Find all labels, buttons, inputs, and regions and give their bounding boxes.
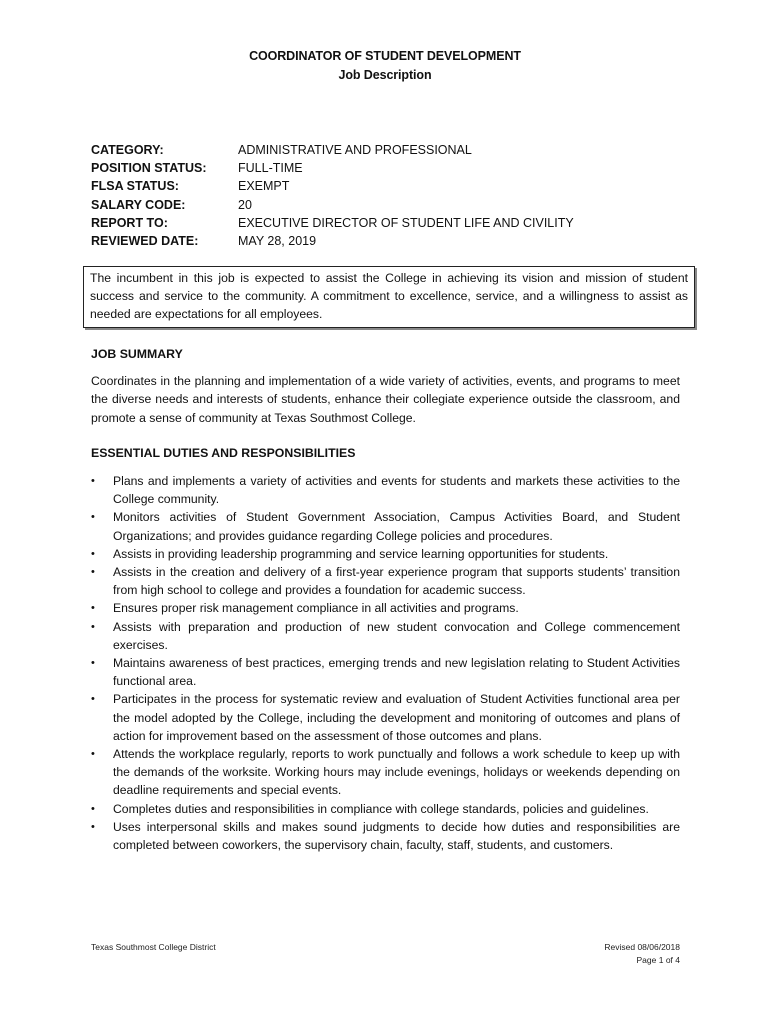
footer-organization: Texas Southmost College District: [91, 942, 216, 952]
detail-label: POSITION STATUS:: [91, 161, 207, 176]
bullet-icon: •: [91, 602, 95, 615]
detail-label: SALARY CODE:: [91, 197, 186, 212]
detail-row: [91, 141, 574, 159]
duty-text: Assists in providing leadership programming and service learning opportunities for students.: [113, 546, 609, 561]
bullet-icon: •: [91, 693, 95, 706]
list-item: [91, 545, 680, 563]
list-item: [91, 599, 680, 617]
duty-text: Assists with preparation and production of new student convocation and College commencement exercises.: [113, 619, 680, 652]
job-summary-text: Coordinates in the planning and implementation of a wide variety of activities, events, and programs to meet the diverse needs and interests of students, enhance their collegiate experience outside the classroom, and promote a sense of community at Texas Southmost College.: [91, 374, 680, 425]
list-item: [91, 618, 680, 654]
detail-row: [91, 177, 574, 195]
job-summary-heading: JOB SUMMARY: [91, 347, 183, 361]
duties-heading: ESSENTIAL DUTIES AND RESPONSIBILITIES: [91, 446, 356, 460]
detail-row: [91, 214, 574, 232]
bullet-icon: •: [91, 511, 95, 524]
mission-statement-box: The incumbent in this job is expected to assist the College in achieving its vision and mission of student success and service to the community. A commitment to excellence, service, and a willingness to assist as needed are expectations for all employees.: [83, 266, 695, 328]
list-item: [91, 690, 680, 745]
detail-label: FLSA STATUS:: [91, 179, 179, 194]
bullet-icon: •: [91, 802, 95, 815]
list-item: [91, 800, 680, 818]
list-item: [91, 818, 680, 854]
page-subtitle: Job Description: [338, 68, 432, 82]
detail-label: REVIEWED DATE:: [91, 234, 199, 249]
duty-text: Completes duties and responsibilities in compliance with college standards, policies and guidelines.: [113, 801, 649, 816]
duty-text: Monitors activities of Student Government Association, Campus Activities Board, and Student Organizations; and provides guidance regarding College policies and procedures.: [113, 510, 680, 543]
list-item: [91, 508, 680, 544]
duty-text: Ensures proper risk management compliance in all activities and programs.: [113, 601, 519, 616]
detail-value: EXECUTIVE DIRECTOR OF STUDENT LIFE AND CIVILITY: [238, 215, 574, 230]
duties-list: [91, 472, 680, 854]
duty-text: Maintains awareness of best practices, emerging trends and new legislation relating to Student Activities functional area.: [113, 656, 680, 689]
detail-value: EXEMPT: [238, 179, 290, 194]
bullet-icon: •: [91, 475, 95, 487]
bullet-icon: •: [91, 566, 95, 579]
detail-value: MAY 28, 2019: [238, 234, 317, 249]
list-item: [91, 745, 680, 800]
detail-label: CATEGORY:: [91, 143, 164, 157]
list-item: [91, 563, 680, 599]
footer-page-number: Page 1 of 4: [636, 954, 680, 965]
duty-text: Attends the workplace regularly, reports to work punctually and follows a work schedule to keep up with the demands of the worksite. Working hours may include evenings, holidays or weekends depending on deadline requirements and special events.: [113, 747, 680, 798]
bullet-icon: •: [91, 657, 95, 670]
bullet-icon: •: [91, 547, 95, 560]
page-title: COORDINATOR OF STUDENT DEVELOPMENT: [249, 49, 521, 63]
detail-row: [91, 196, 574, 214]
detail-row: [91, 232, 574, 250]
detail-row: [91, 159, 574, 177]
bullet-icon: •: [91, 820, 95, 833]
list-item: [91, 654, 680, 690]
detail-label: REPORT TO:: [91, 215, 168, 230]
position-details-table: [91, 141, 574, 250]
bullet-icon: •: [91, 748, 95, 761]
duty-text: Participates in the process for systematic review and evaluation of Student Activities functional area per the model adopted by the College, including the development and monitoring of outcomes and plans of action for improvement based on the assessment of those outcomes and plans.: [113, 692, 680, 743]
duty-text: Assists in the creation and delivery of a first-year experience program that supports students’ transition from high school to college and provides a foundation for academic success.: [113, 565, 680, 598]
detail-value: 20: [238, 197, 252, 212]
footer-revised-date: Revised 08/06/2018: [604, 942, 680, 952]
bullet-icon: •: [91, 620, 95, 633]
duty-text: Uses interpersonal skills and makes sound judgments to decide how duties and responsibilities are completed between coworkers, the supervisory chain, faculty, staff, students, and customers.: [113, 819, 680, 853]
list-item: [91, 472, 680, 508]
duty-text: Plans and implements a variety of activities and events for students and markets these activities to the College community.: [113, 474, 680, 507]
detail-value: ADMINISTRATIVE AND PROFESSIONAL: [238, 143, 472, 157]
footer-meta: [604, 941, 680, 966]
detail-value: FULL-TIME: [238, 161, 303, 176]
